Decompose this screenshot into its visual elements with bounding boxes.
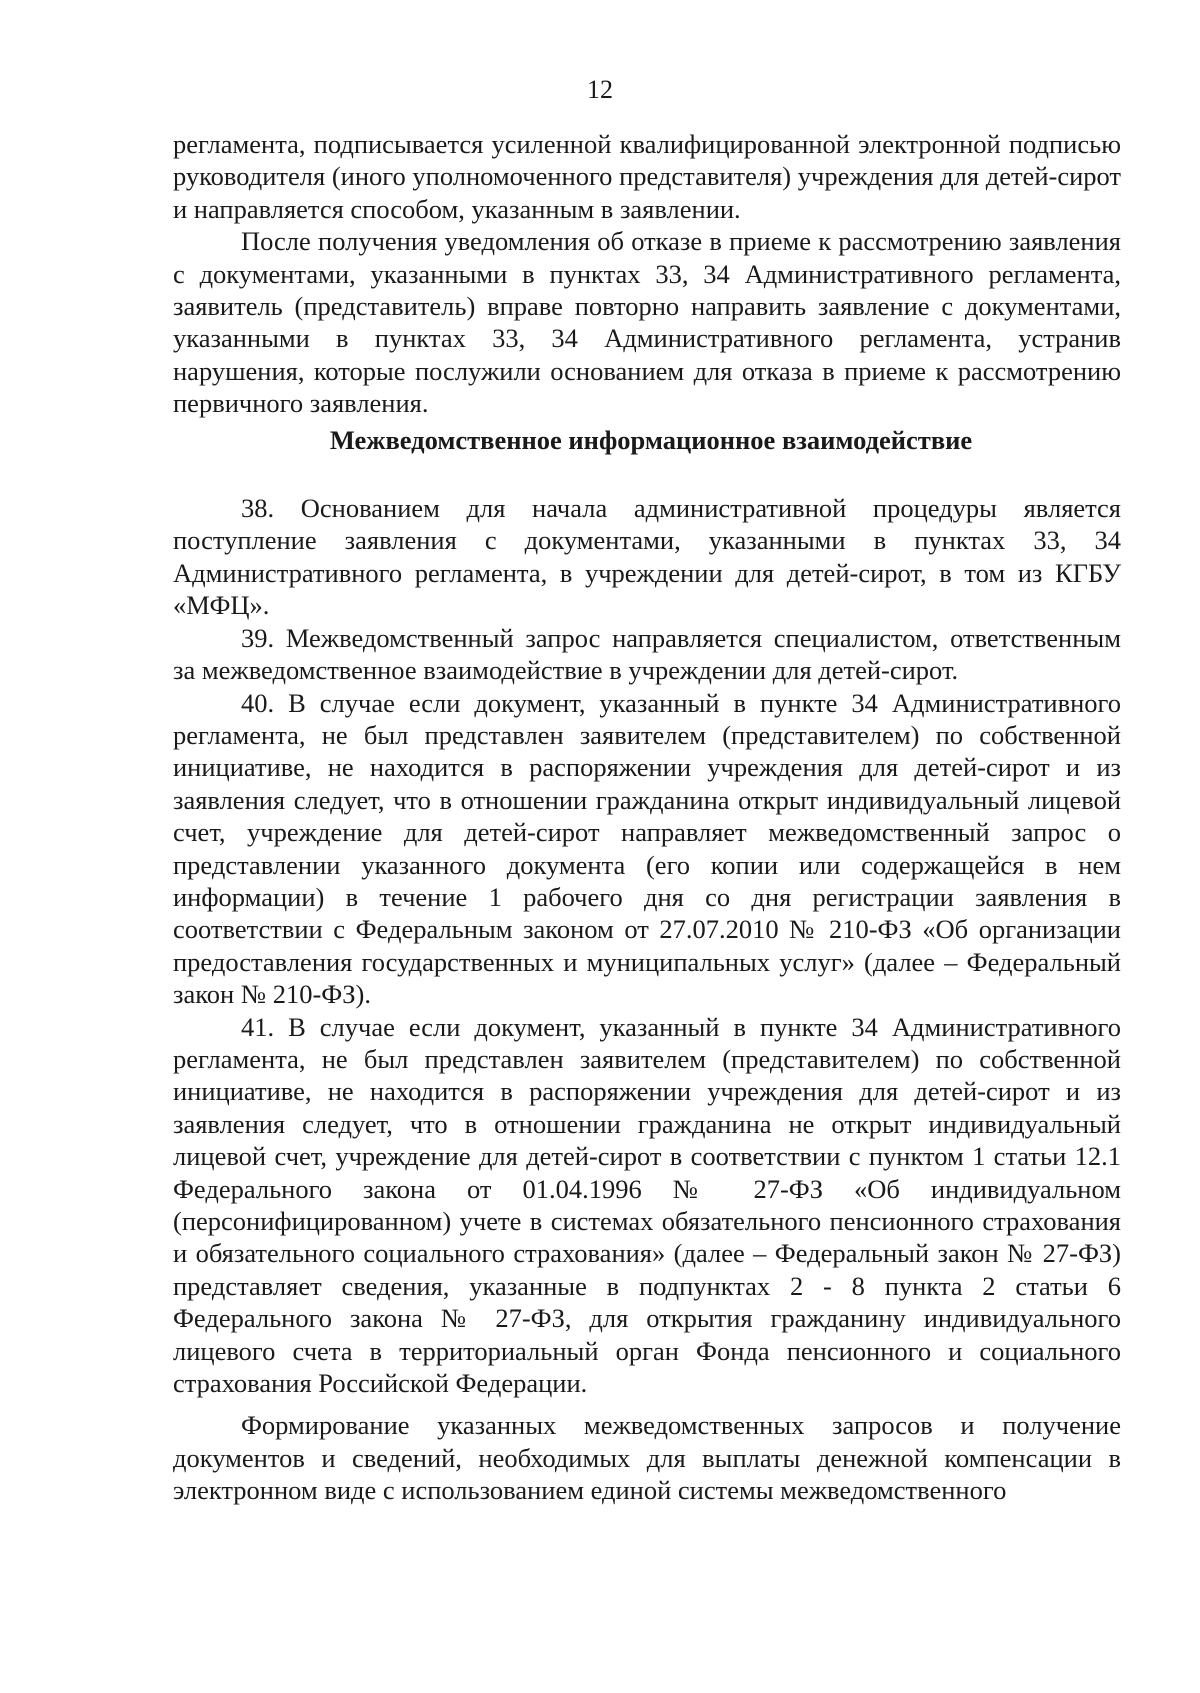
paragraph-formation: Формирование указанных межведомственных запросов и получение документов и сведений, необходимых для выплаты денежной компенсации в электронном виде с использованием единой системы межведомственного (173, 1410, 1121, 1506)
paragraph-item-39: 39. Межведомственный запрос направляется специалистом, ответственным за межведомственное взаимодействие в учреждении для детей-сирот. (173, 622, 1121, 686)
paragraph-item-38: 38. Основанием для начала административной процедуры является поступление заявления с документами, указанными в пунктах 33, 34 Административного регламента, в учреждении для детей-сирот, в том из КГБУ «МФЦ». (173, 493, 1121, 621)
paragraph-continuation: регламента, подписывается усиленной квалифицированной электронной подписью руководителя (иного уполномоченного представителя) учреждения для детей-сирот и направляется способом, указанным в заявлении. (173, 129, 1121, 224)
paragraph-rejection-notice: После получения уведомления об отказе в приеме к рассмотрению заявления с документами, указанными в пунктах 33, 34 Административного регламента, заявитель (представитель) вправе повторно направить заявление с документами, указанными в пунктах 33, 34 Административного регламента, устранив нарушения, которые послужили основанием для отказа в приеме к рассмотрению первичного заявления. (173, 226, 1121, 419)
document-body (173, 128, 1121, 1507)
paragraph-item-40: 40. В случае если документ, указанный в пункте 34 Административного регламента, не был представлен заявителем (представителем) по собственной инициативе, не находится в распоряжении учреждения для детей-сирот и из заявления следует, что в отношении гражданина открыт индивидуальный лицевой счет, учреждение для детей-сирот направляет межведомственный запрос о представлении указанного документа (его копии или содержащейся в нем информации) в течение 1 рабочего дня со дня регистрации заявления в соответствии с Федеральным законом от 27.07.2010 № 210-ФЗ «Об организации предоставления государственных и муниципальных услуг» (далее – Федеральный закон № 210-ФЗ). (173, 687, 1121, 1010)
paragraph-item-41: 41. В случае если документ, указанный в пункте 34 Административного регламента, не был представлен заявителем (представителем) по собственной инициативе, не находится в распоряжении учреждения для детей-сирот и из заявления следует, что в отношении гражданина не открыт индивидуальный лицевой счет, учреждение для детей-сирот в соответствии с пунктом 1 статьи 12.1 Федерального закона от 01.04.1996 № 27-ФЗ «Об индивидуальном (персонифицированном) учете в системах обязательного пенсионного страхования и обязательного социального страхования» (далее – Федеральный закон № 27-ФЗ) представляет сведения, указанные в подпунктах 2 - 8 пункта 2 статьи 6 Федерального закона № 27-ФЗ, для открытия гражданину индивидуального лицевого счета в территориальный орган Фонда пенсионного и социального страхования Российской Федерации. (173, 1011, 1121, 1399)
spacer (173, 456, 1121, 492)
section-heading: Межведомственное информационное взаимодействие (329, 424, 973, 455)
spacer (173, 1399, 1121, 1409)
page-number: 12 (587, 75, 613, 104)
